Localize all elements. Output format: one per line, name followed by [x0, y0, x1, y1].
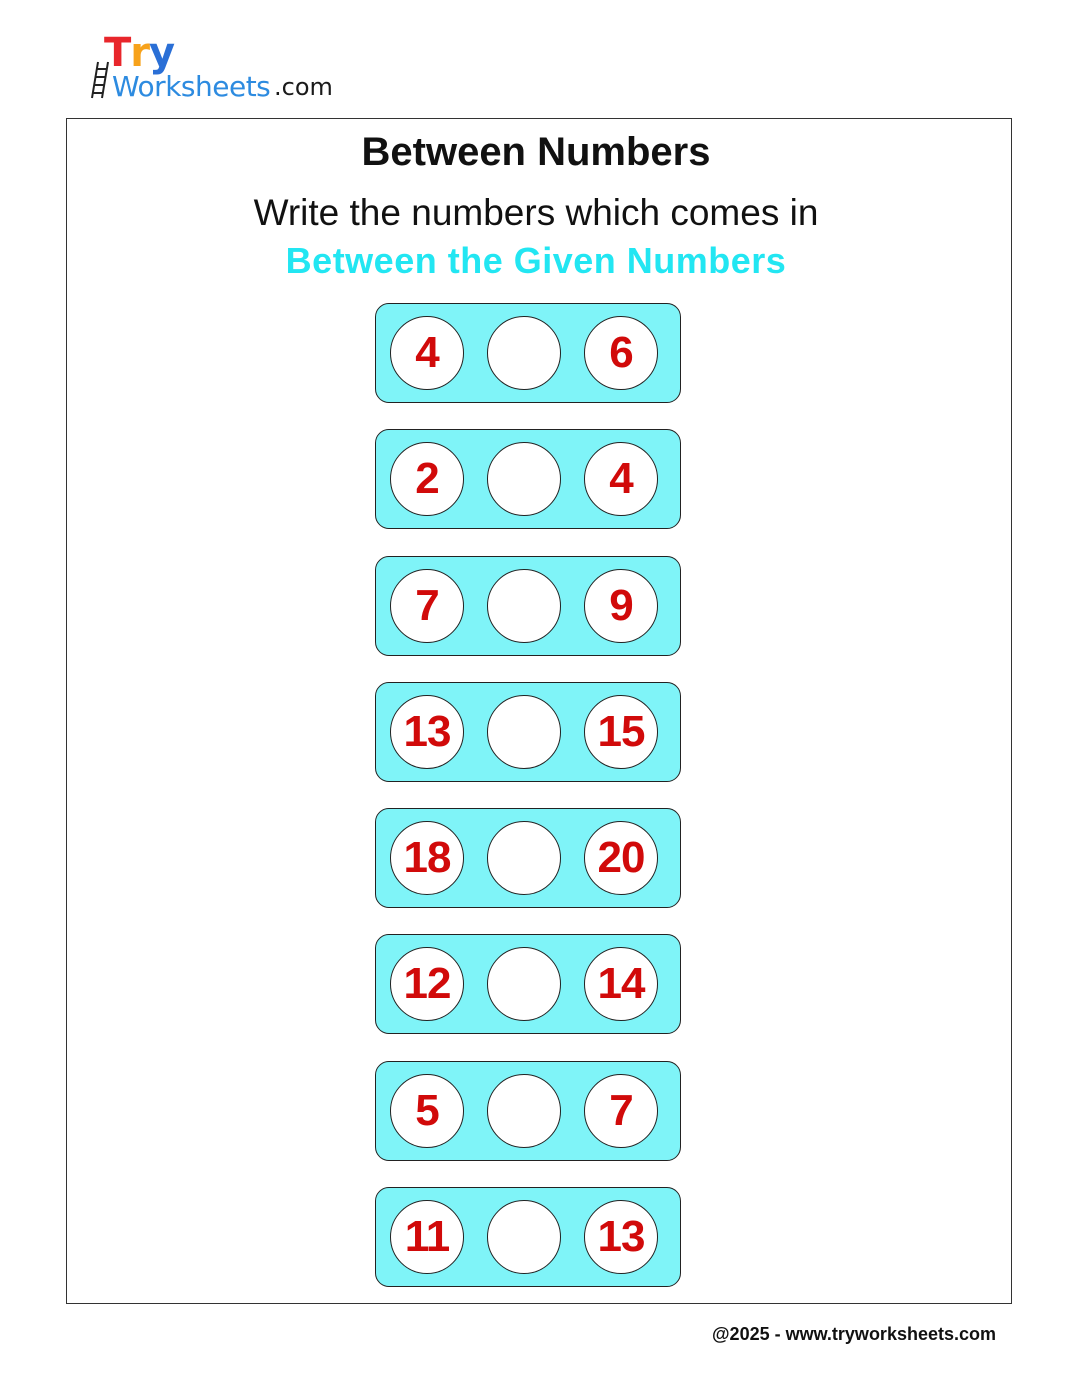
problem-row [375, 682, 681, 782]
right-number: 13 [584, 1200, 658, 1274]
right-number: 14 [584, 947, 658, 1021]
right-number: 15 [584, 695, 658, 769]
problem-row [375, 303, 681, 403]
logo-letter-r: r [130, 30, 150, 76]
problem-row [375, 1061, 681, 1161]
logo-worksheets: Worksheets [112, 70, 271, 103]
left-number: 2 [390, 442, 464, 516]
left-number: 13 [390, 695, 464, 769]
problem-row [375, 808, 681, 908]
problem-row [375, 1187, 681, 1287]
instruction-line-1: Write the numbers which comes in [253, 192, 819, 233]
logo-letter-t: T [104, 30, 131, 76]
problem-row [375, 556, 681, 656]
right-number: 20 [584, 821, 658, 895]
answer-blank[interactable] [487, 695, 561, 769]
site-logo[interactable] [90, 30, 340, 105]
problem-list [375, 303, 683, 1313]
left-number: 5 [390, 1074, 464, 1148]
answer-blank[interactable] [487, 1200, 561, 1274]
left-number: 4 [390, 316, 464, 390]
left-number: 12 [390, 947, 464, 1021]
answer-blank[interactable] [487, 442, 561, 516]
left-number: 18 [390, 821, 464, 895]
answer-blank[interactable] [487, 569, 561, 643]
right-number: 6 [584, 316, 658, 390]
copyright-footer: @2025 - www.tryworksheets.com [712, 1324, 996, 1344]
instruction-line-2: Between the Given Numbers [285, 240, 787, 281]
left-number: 7 [390, 569, 464, 643]
answer-blank[interactable] [487, 1074, 561, 1148]
right-number: 4 [584, 442, 658, 516]
logo-dotcom: .com [274, 73, 333, 101]
problem-row [375, 429, 681, 529]
answer-blank[interactable] [487, 316, 561, 390]
left-number: 11 [390, 1200, 464, 1274]
answer-blank[interactable] [487, 947, 561, 1021]
worksheet-title: Between Numbers [361, 130, 711, 174]
logo-letter-y: y [149, 30, 175, 76]
right-number: 7 [584, 1074, 658, 1148]
right-number: 9 [584, 569, 658, 643]
problem-row [375, 934, 681, 1034]
answer-blank[interactable] [487, 821, 561, 895]
